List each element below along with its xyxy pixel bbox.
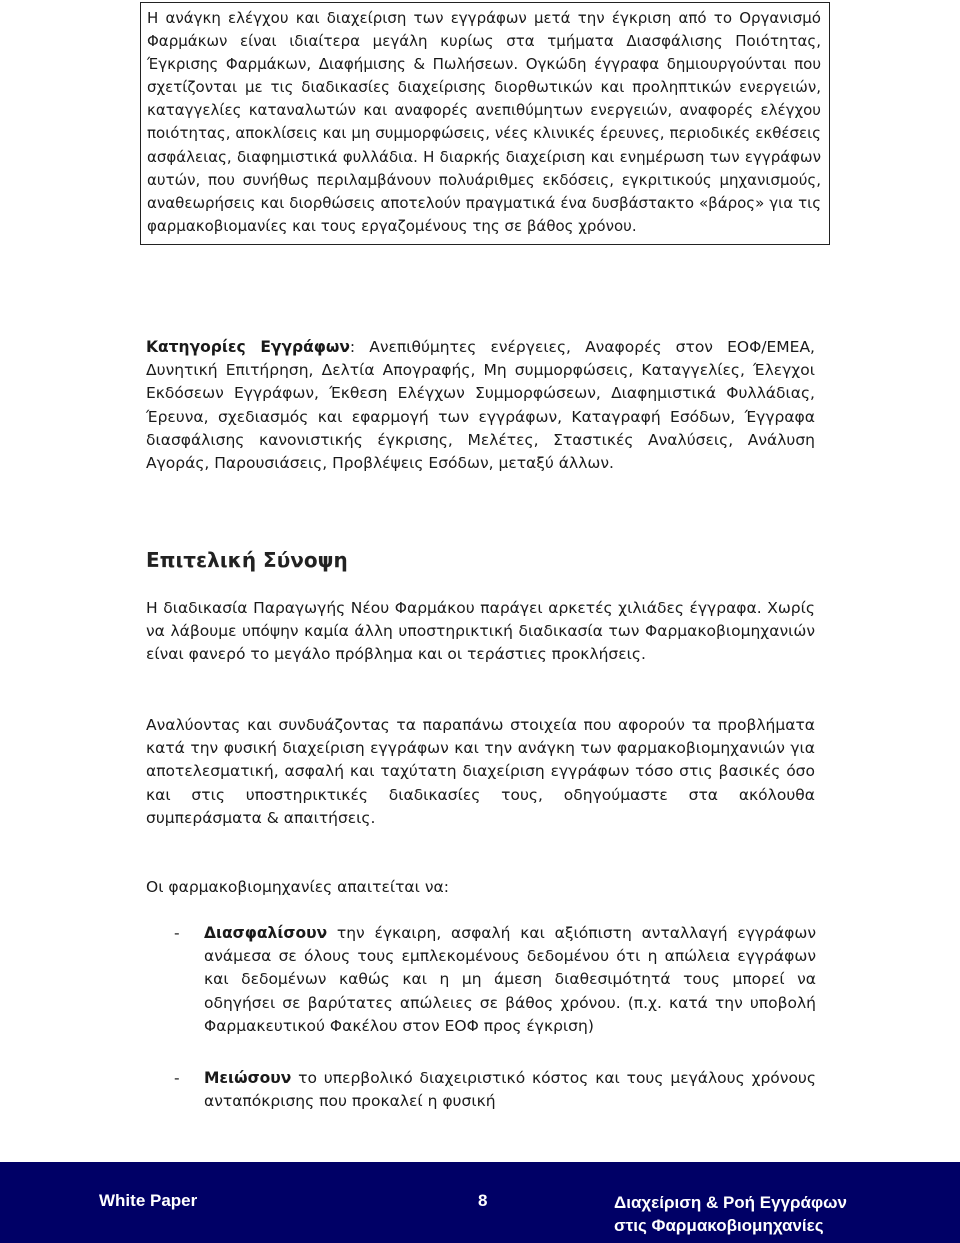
bullet-item-reduce	[174, 1067, 816, 1113]
requirements-intro: Οι φαρμακοβιομηχανίες απαιτείται να:	[146, 878, 449, 896]
bullet-text: το υπερβολικό διαχειριστικό κόστος και τους μεγάλους χρόνους ανταπόκρισης που προκαλεί η φυσική	[204, 1069, 816, 1111]
bullet-text: την έγκαιρη, ασφαλή και αξιόπιστη ανταλλαγή εγγράφων ανάμεσα σε όλους τους εμπλεκομένους δεδομένου ότι η απώλεια εγγράφων και δεδομένων καθώς και η μη άμεση διαθεσιμότητά τους μπορεί να οδηγήσει σε βαρύτατες απώλειες σε βάθος χρόνου. (π.χ. κατά την υποβολή Φαρμακευτικού Φακέλου στον ΕΟΦ προς έγκριση)	[204, 924, 816, 1035]
highlight-box	[140, 2, 830, 245]
footer-title-line-1: Διαχείριση & Ροή Εγγράφων	[614, 1193, 847, 1212]
categories-text: : Ανεπιθύμητες ενέργειες, Αναφορές στον ΕΟΦ/ΕΜΕΑ, Δυνητική Επιτήρηση, Δελτία Απογραφής, Μη συμμορφώσεις, Καταγγελίες, Έλεγχοι Εκδόσεων Εγγράφων, Έκθεση Ελέγχων Συμμορφώσεων, Διαφημιστικά Φυλλάδιας, Έρευνα, σχεδιασμός και εφαρμογή των εγγράφων, Καταγραφή Εσόδων, Έγγραφα διασφάλισης κανονιστικής έγκρισης, Μελέτες, Σταστικές Αναλύσεις, Ανάλυση Αγοράς, Παρουσιάσεις, Προβλέψεις Εσόδων, μεταξύ άλλων.	[146, 338, 815, 473]
bullet-dash: -	[174, 1069, 180, 1087]
footer-doc-type: White Paper	[99, 1191, 198, 1210]
summary-heading: Επιτελική Σύνοψη	[146, 548, 348, 572]
box-paragraph: Η ανάγκη ελέγχου και διαχείριση των εγγράφων μετά την έγκριση από το Οργανισμό Φαρμάκων είναι ιδιαίτερα μεγάλη κυρίως στα τμήματα Διασφάλισης Ποιότητας, Έγκρισης Φαρμάκων, Διαφήμισης & Πωλήσεων. Ογκώδη έγγραφα δημιουργούνται που σχετίζονται με τις διαδικασίες διαχείρισης διορθωτικών και προληπτικών ενεργειών, καταγγελίες καταναλωτών και αναφορές ανεπιθύμητων ενεργειών, αναφορές ελέγχου ποιότητας, αποκλίσεις και μη συμμορφώσεις, νέες κλινικές έρευνες, περιοδικές εκθέσεις ασφάλειας, διαφημιστικά φυλλάδια. Η διαρκής διαχείριση και ενημέρωση των εγγράφων αυτών, που συνήθως περιλαμβάνουν πολυάριθμες εκδόσεις, εγκριτικούς μηχανισμούς, αναθεωρήσεις και διορθώσεις αποτελούν πραγματικά ένα δυσβάστακτο «βάρος» για τις φαρμακοβιομανίες και τους εργαζομένους της σε βάθος χρόνου.	[147, 9, 821, 235]
bullet-dash: -	[174, 924, 180, 942]
footer-doc-title	[614, 1191, 847, 1237]
footer-page-number: 8	[478, 1191, 488, 1210]
summary-paragraph-1: Η διαδικασία Παραγωγής Νέου Φαρμάκου παράγει αρκετές χιλιάδες έγγραφα. Χωρίς να λάβουμε υπόψην καμία άλλη υποστηρικτική διαδικασία των Φαρμακοβιομηχανιών είναι φανερό το μεγάλο πρόβλημα και οι τεράστιες προκλήσεις.	[146, 599, 815, 664]
categories-label: Κατηγορίες Εγγράφων	[146, 338, 350, 356]
bullet-bold-term: Διασφαλίσουν	[204, 924, 328, 942]
footer-title-line-2: στις Φαρμακοβιομηχανίες	[614, 1216, 824, 1235]
page-footer	[0, 1162, 960, 1243]
bullet-bold-term: Μειώσουν	[204, 1069, 292, 1087]
summary-paragraph-2: Αναλύοντας και συνδυάζοντας τα παραπάνω στοιχεία που αφορούν τα προβλήματα κατά την φυσική διαχείριση εγγράφων και την ανάγκη των φαρμακοβιομηχανιών για αποτελεσματική, ασφαλή και ταχύτατη διαχείριση εγγράφων τόσο στις βασικές όσο και στις υποστηρικτικές διαδικασίες τους, οδηγούμαστε στα ακόλουθα συμπεράσματα & απαιτήσεις.	[146, 716, 815, 827]
bullet-item-ensure	[174, 922, 816, 1038]
categories-paragraph	[146, 336, 815, 475]
